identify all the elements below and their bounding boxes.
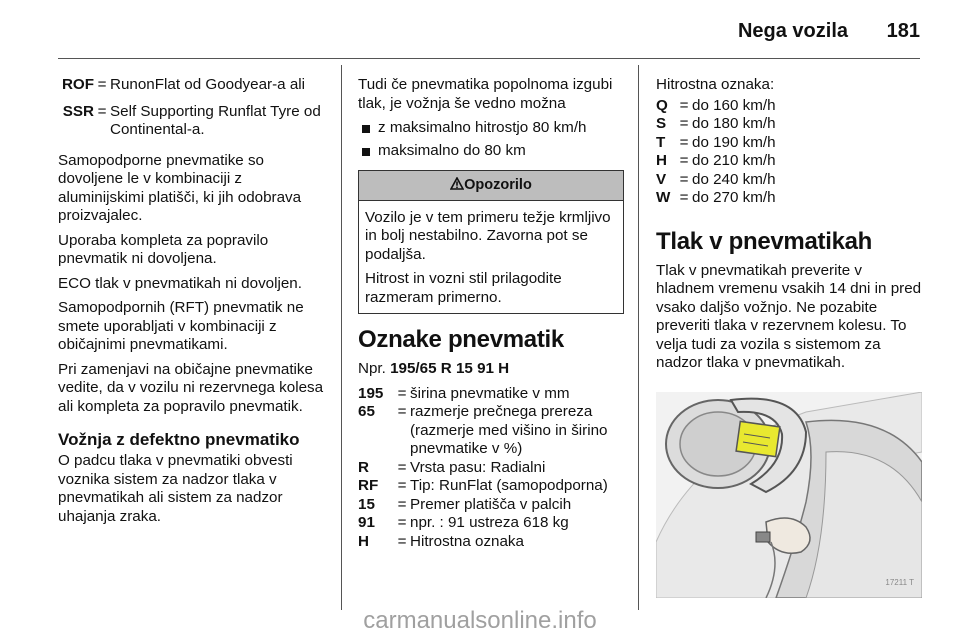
bullet-icon [362, 148, 370, 156]
speed-row [656, 97, 922, 116]
definition-row [58, 103, 328, 140]
paragraph: Uporaba kompleta za popravilo pnevmatik ni dovoljena. [58, 231, 269, 267]
definition-equals: = [397, 495, 407, 513]
page-header-title: Nega vozila [737, 20, 848, 42]
definition-row [358, 459, 624, 478]
definition-key: 91 [358, 514, 375, 531]
definition-value: razmerje prečnega prereza (razmerje med višino in širino pnevmatike v %) [410, 403, 608, 457]
figure-code: 17211 T [885, 577, 914, 587]
tyre-pressure-illustration [656, 392, 922, 598]
list-item-text: maksimalno do 80 km [378, 141, 526, 159]
definition-key: 65 [358, 403, 375, 420]
speed-value: do 240 km/h [692, 170, 776, 188]
speed-value: do 160 km/h [692, 96, 776, 114]
definition-equals: = [397, 458, 407, 476]
speed-key: S [656, 115, 667, 132]
speed-title: Hitrostna oznaka: [656, 76, 775, 93]
definition-row [358, 514, 624, 533]
warning-header [359, 171, 623, 201]
definition-equals: = [97, 76, 107, 93]
definition-equals: = [397, 403, 407, 420]
warning-text: Hitrost in vozni stil prilagodite razmeram primerno. [365, 270, 562, 306]
definition-equals: = [397, 532, 407, 550]
fuel-flap-tyre-drawing [656, 392, 922, 598]
example-line [358, 360, 624, 379]
paragraph: ECO tlak v pnevmatikah ni dovoljen. [58, 274, 302, 292]
definition-key: 195 [358, 384, 384, 402]
speed-value: do 270 km/h [692, 189, 776, 206]
definition-equals: = [679, 170, 689, 188]
list-item-text: z maksimalno hitrostjo 80 km/h [378, 119, 587, 136]
definition-row [358, 403, 624, 459]
speed-key: Q [656, 96, 668, 114]
paragraph: Samopodporne pnevmatike so dovoljene le v kombinaciji z aluminijskimi platišči, ki jih odobrava proizvajalec. [58, 151, 302, 224]
definition-key: R [358, 458, 369, 476]
definition-key: ROF [61, 76, 94, 93]
definition-equals: = [397, 384, 407, 402]
definition-equals: = [679, 152, 689, 169]
example-label: Npr. [358, 360, 386, 377]
definition-equals: = [679, 133, 689, 151]
speed-value: do 180 km/h [692, 115, 776, 132]
speed-value: do 190 km/h [692, 133, 776, 151]
speed-row [656, 189, 922, 208]
paragraph: O padcu tlaka v pnevmatiki obvesti voznika sistem za nadzor tlaka v pnevmatikah ali sistem za nadzor uhajanja zraka. [58, 452, 293, 525]
speed-key: W [656, 189, 671, 206]
column-divider [638, 65, 639, 610]
definition-value: RunonFlat od Goodyear-a ali [110, 76, 306, 93]
section-heading: Tlak v pnevmatikah [656, 227, 873, 255]
definition-value: Self Supporting Runflat Tyre od Continental-a. [110, 102, 321, 138]
definition-equals: = [679, 96, 689, 114]
speed-rating-list [656, 97, 922, 208]
warning-title: Opozorilo [464, 177, 532, 193]
definition-value: Vrsta pasu: Radialni [410, 458, 546, 476]
warning-triangle-icon [450, 177, 464, 190]
definition-row [358, 496, 624, 515]
definition-equals: = [679, 189, 689, 206]
definition-key: SSR [62, 102, 94, 120]
definition-equals: = [679, 115, 689, 132]
speed-row [656, 152, 922, 171]
speed-row [656, 134, 922, 153]
paragraph: Samopodpornih (RFT) pnevmatik ne smete uporabljati v kombinaciji z običajnimi pnevmatikami. [58, 299, 304, 353]
definition-value: širina pnevmatike v mm [410, 384, 570, 402]
warning-text: Vozilo je v tem primeru težje krmljivo in bolj nestabilno. Zavorna pot se podaljša. [365, 208, 611, 263]
column-divider [341, 65, 342, 610]
column-middle [358, 76, 624, 551]
watermark: carmanualsonline.info [363, 607, 597, 634]
definition-row [58, 76, 328, 95]
definition-equals: = [397, 477, 407, 494]
definition-row [358, 533, 624, 552]
paragraph: Tlak v pnevmatikah preverite v hladnem vremenu vsakih 14 dni in pred vsako daljšo vožnjo. Ne pozabite preveriti tlaka v rezervnem kolesu. To velja tudi za vozila s sistemom za nadzor tlaka v pnevmatikah. [656, 261, 922, 371]
warning-body [359, 201, 623, 314]
definition-row [358, 385, 624, 404]
example-code: 195/65 R 15 91 H [390, 360, 510, 377]
column-right [656, 76, 922, 379]
speed-key: H [656, 152, 667, 169]
definition-value: Hitrostna oznaka [410, 532, 524, 550]
paragraph: Pri zamenjavi na običajne pnevmatike vedite, da v vozilu ni rezervnega kolesa ali kompleta za popravilo pnevmatik. [58, 360, 324, 415]
speed-value: do 210 km/h [692, 152, 776, 169]
definition-row [358, 477, 624, 496]
warning-box [358, 170, 624, 314]
header-rule [58, 58, 920, 59]
speed-row [656, 115, 922, 134]
definition-value: Premer platišča v palcih [410, 495, 572, 513]
speed-key: V [656, 170, 667, 188]
definition-equals: = [97, 102, 107, 120]
definition-key: RF [358, 477, 379, 494]
definition-key: H [358, 532, 369, 550]
section-heading: Oznake pnevmatik [358, 326, 564, 353]
tyre-code-definitions [358, 385, 624, 552]
list-item [358, 142, 624, 161]
column-left [58, 76, 328, 532]
section-title: Vožnja z defektno pnevmatiko [58, 430, 300, 449]
definition-equals: = [397, 514, 407, 531]
definition-key: 15 [358, 495, 375, 513]
definition-value: Tip: RunFlat (samopodporna) [410, 477, 608, 494]
speed-row [656, 171, 922, 190]
speed-key: T [656, 133, 666, 151]
list-item [358, 119, 624, 138]
bullet-icon [362, 125, 370, 133]
definition-value: npr. : 91 ustreza 618 kg [410, 514, 569, 531]
paragraph: Tudi če pnevmatika popolnoma izgubi tlak, je vožnja še vedno možna [358, 76, 613, 112]
page-number: 181 [886, 20, 920, 42]
